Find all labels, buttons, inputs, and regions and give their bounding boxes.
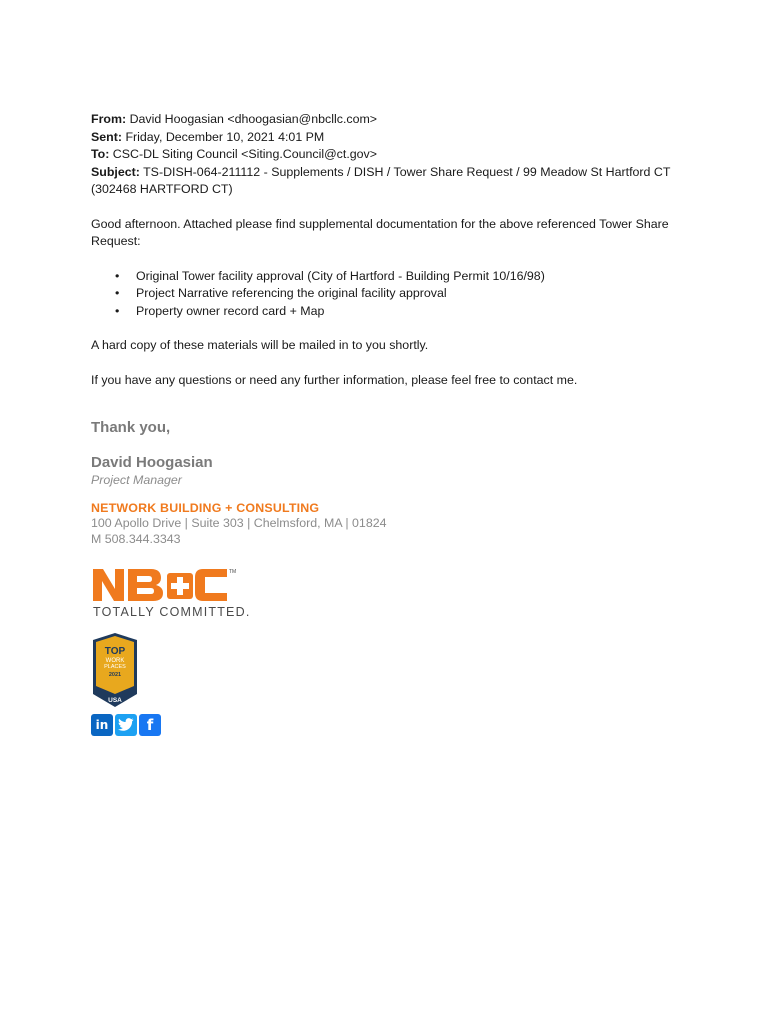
- signature-thanks: Thank you,: [91, 419, 171, 436]
- twitter-bird-icon: [118, 718, 134, 732]
- top-workplaces-graphic: [91, 632, 139, 708]
- logo-tagline: TOTALLY COMMITTED.: [93, 605, 251, 619]
- list-item-text: Property owner record card + Map: [136, 303, 325, 318]
- bullet-icon: •: [115, 268, 120, 283]
- list-item: [115, 268, 691, 286]
- badge-year: 2021: [108, 672, 122, 678]
- sent-label: Sent:: [91, 129, 122, 144]
- signature-name: David Hoogasian: [91, 454, 213, 471]
- list-item-text: Original Tower facility approval (City of Hartford - Building Permit 10/16/98): [136, 268, 545, 283]
- hard-copy-paragraph: A hard copy of these materials will be mailed in to you shortly.: [91, 338, 429, 352]
- badge-country: USA: [108, 697, 122, 704]
- nbc-logo: [91, 563, 271, 624]
- nbc-logo-graphic: [91, 563, 269, 619]
- subject-line: [91, 164, 681, 199]
- attachment-list: [91, 268, 691, 321]
- facebook-glyph: f: [146, 716, 154, 734]
- trademark-mark: TM: [229, 569, 237, 575]
- twitter-icon[interactable]: [115, 714, 137, 736]
- top-workplaces-badge: [91, 632, 139, 708]
- email-document: [91, 111, 691, 736]
- facebook-icon[interactable]: [139, 714, 161, 736]
- from-label: From:: [91, 112, 127, 126]
- linkedin-glyph: in: [95, 718, 109, 732]
- badge-work: WORK: [105, 658, 125, 664]
- questions-paragraph: If you have any questions or need any further information, please feel free to contact me.: [91, 372, 578, 387]
- to-line: [91, 146, 691, 164]
- signature-address: 100 Apollo Drive | Suite 303 | Chelmsford, MA | 01824: [91, 516, 387, 530]
- from-line: [91, 111, 691, 129]
- sent-value: Friday, December 10, 2021 4:01 PM: [125, 129, 325, 144]
- signature-phone: M 508.344.3343: [91, 532, 181, 546]
- from-value: David Hoogasian <dhoogasian@nbcllc.com>: [129, 112, 378, 126]
- to-value: CSC-DL Siting Council <Siting.Council@ct.gov>: [112, 147, 377, 161]
- list-item: [115, 285, 691, 303]
- subject-label: Subject:: [91, 164, 140, 179]
- bullet-icon: •: [115, 286, 120, 300]
- list-item-text: Project Narrative referencing the original facility approval: [136, 286, 447, 300]
- sent-line: [91, 129, 691, 147]
- badge-places: PLACES: [104, 664, 126, 670]
- bullet-icon: •: [115, 303, 120, 318]
- subject-value: TS-DISH-064-211112 - Supplements / DISH / Tower Share Request / 99 Meadow St Hartford CT (302468 HARTFORD CT): [91, 164, 671, 196]
- signature-role: Project Manager: [91, 473, 182, 487]
- list-item: [115, 303, 691, 321]
- linkedin-icon[interactable]: [91, 714, 113, 736]
- to-label: To:: [91, 147, 110, 161]
- badge-top: TOP: [104, 646, 126, 657]
- social-links: [91, 714, 691, 736]
- greeting-paragraph: Good afternoon. Attached please find supplemental documentation for the above referenced Tower Share Request:: [91, 216, 669, 248]
- signature-company: NETWORK BUILDING + CONSULTING: [91, 501, 320, 515]
